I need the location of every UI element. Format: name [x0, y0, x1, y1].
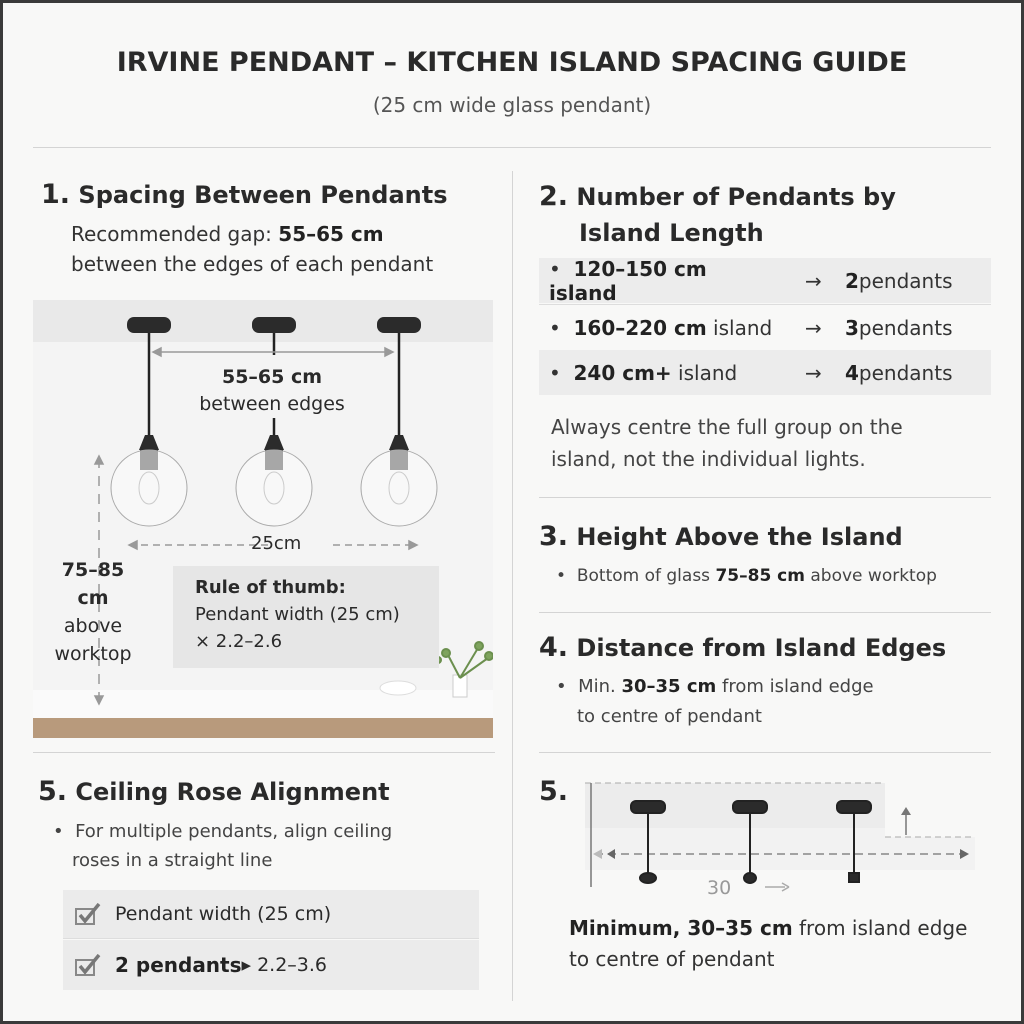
divider	[539, 497, 991, 498]
height-label: 75–85 cm above worktop	[54, 559, 132, 665]
pendant-illustration	[33, 300, 493, 738]
island-length-row: • 240 cm+ island → 4 pendants	[539, 350, 991, 395]
section2-note: Always centre the full group on the island, not the individual lights.	[551, 415, 903, 471]
rule-of-thumb-text: Rule of thumb: Pendant width (25 cm) × 2.2–2.6	[195, 577, 400, 652]
section1-text: Recommended gap: 55–65 cm between the edges of each pendant	[71, 222, 434, 276]
section5b-text: Minimum, 30–35 cm from island edge to centre of pendant	[569, 916, 968, 971]
divider	[33, 147, 991, 148]
checkbox-checked-icon	[75, 954, 101, 976]
checklist-item: 2 pendants ▸ 2.2–3.6	[63, 940, 479, 990]
ceiling-rose-diagram	[581, 781, 981, 896]
diagram-label: 30	[707, 877, 732, 899]
divider	[33, 752, 495, 753]
section4-text: • Min. 30–35 cm from island edge to centre of pendant	[556, 676, 874, 727]
island-length-row: • 120–150 cm island → 2 pendants	[539, 258, 991, 303]
section4-heading: 4. Distance from Island Edges	[539, 632, 947, 663]
section2-heading: 2. Number of Pendants by Island Length	[539, 181, 896, 247]
section5-heading: 5. Ceiling Rose Alignment	[38, 776, 390, 807]
divider	[539, 752, 991, 753]
checkbox-checked-icon	[75, 903, 101, 925]
section3-text: • Bottom of glass 75–85 cm above worktop	[556, 566, 937, 586]
page-subtitle: (25 cm wide glass pendant)	[372, 93, 652, 117]
page-title: IRVINE PENDANT – KITCHEN ISLAND SPACING GUIDE	[116, 47, 908, 78]
checklist-item: Pendant width (25 cm)	[63, 890, 479, 939]
divider	[539, 612, 991, 613]
section3-heading: 3. Height Above the Island	[539, 521, 903, 552]
island-length-row: • 160–220 cm island → 3 pendants	[539, 304, 991, 351]
section5b-heading: 5.	[539, 776, 569, 807]
gap-label: 55–65 cm between edges	[199, 366, 345, 415]
section5-text: • For multiple pendants, align ceiling roses in a straight line	[53, 821, 393, 871]
column-divider	[512, 171, 513, 1001]
width-label: 25cm	[251, 533, 302, 554]
section1-heading: 1. Spacing Between Pendants	[41, 179, 448, 210]
